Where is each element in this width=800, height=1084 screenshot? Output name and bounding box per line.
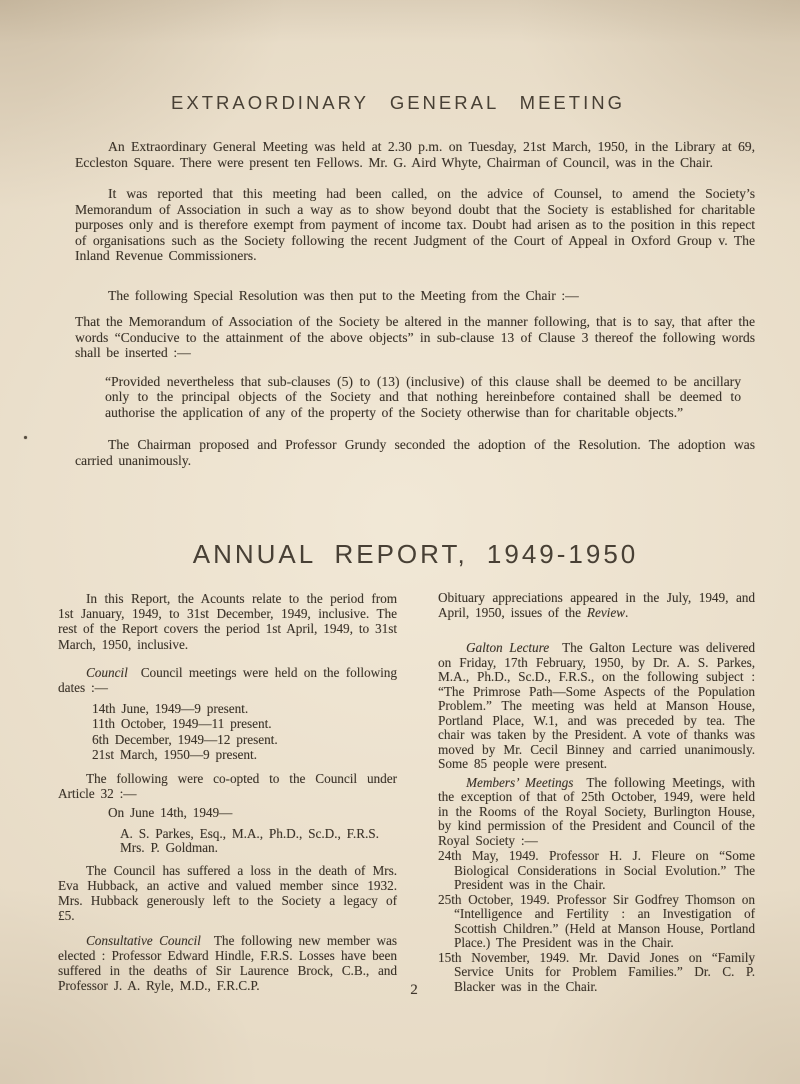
council-date-item: 21st March, 1950—9 present. (92, 746, 257, 762)
meeting-item: 15th November, 1949. Mr. David Jones on “Family Service Units for Problem Families.” Dr. C. P. Blacker was in the Chair. (438, 949, 755, 994)
council-heading: Council (86, 664, 128, 680)
report-intro-paragraph: In this Report, the Acounts relate to the period from 1st January, 1949, to 31st December, 1949, inclusive. The rest of the Report covers the period 1st April, 1949, to 31st March, 1950, inclusive. (58, 591, 397, 652)
egm-quoted-insertion: “Provided nevertheless that sub-clauses (5) to (13) (inclusive) of this clause shall be deemed to be ancillary only to the principal objects of the Society and that nothing hereinbefore contained shall be deemed to authorise the application of any of the property of the Society otherwise than for charitable objects.” (105, 373, 741, 420)
egm-paragraph-purpose: It was reported that this meeting had been called, on the advice of Counsel, to amend the Society’s Memorandum of Association in such a way as to show beyond doubt that the Society is established for charitable purposes only and is therefore exempt from payment of income tax. Doubt had arisen as to the position in this repect of organisations such as the Society following the recent Judgment of the Court of Appeal in Oxford Group v. The Inland Revenue Commissioners. (75, 186, 755, 263)
egm-section-body (75, 139, 755, 468)
ink-speck (24, 436, 27, 439)
members-meetings-text: The following Meetings, with the exception of that of 25th October, 1949, were held in the Rooms of the Royal Society, Burlington House, by kind permission of the President and Council of the Royal Society :— (438, 774, 755, 848)
galton-lecture-text: The Galton Lecture was delivered on Friday, 17th February, 1950, by Dr. A. S. Parkes, M.A., Ph.D., Sc.D., F.R.S., on the following subject : “The Primrose Path—Some Aspects of the Population Problem.” The meeting was held at Manson House, Portland Place, W.1, and was preceded by tea. The chair was taken by the President. A vote of thanks was moved by Mr. Cecil Binney and carried unanimously. Some 85 people were present. (438, 640, 755, 771)
consultative-council-paragraph (58, 933, 397, 994)
coopted-name-item: Mrs. P. Goldman. (120, 840, 218, 856)
galton-lecture-paragraph (438, 641, 755, 772)
consultative-council-heading: Consultative Council (86, 932, 201, 948)
left-column (58, 591, 397, 994)
obituary-paragraph (438, 591, 755, 620)
egm-paragraph-meeting-held: An Extraordinary General Meeting was held at 2.30 p.m. on Tuesday, 21st March, 1950, in the Library at 69, Eccleston Square. There were present ten Fellows. Mr. G. Aird Whyte, Chairman of Council, was in the Chair. (75, 139, 755, 170)
coopted-date-line: On June 14th, 1949— (108, 805, 233, 821)
review-journal-name: Review (586, 604, 625, 620)
obituary-text: Obituary appreciations appeared in the July, 1949, and April, 1950, issues of the (438, 590, 755, 620)
egm-paragraph-resolution-intro: The following Special Resolution was then put to the Meeting from the Chair :— (108, 287, 579, 303)
consultative-council-text: The following new member was elected : Professor Edward Hindle, F.R.S. Losses have been suffered in the deaths of Sir Laurence Brock, C.B., and Professor J. A. Ryle, M.D., F.R.C.P. (58, 932, 397, 994)
council-dates-list (58, 701, 397, 762)
council-date-item: 14th June, 1949—9 present. (92, 701, 249, 717)
egm-section-title: EXTRAORDINARY GENERAL MEETING (171, 92, 625, 113)
page-number: 2 (410, 982, 418, 998)
members-meetings-paragraph (438, 776, 755, 849)
coopted-name-item: A. S. Parkes, Esq., M.A., Ph.D., Sc.D., F.R.S. (120, 825, 379, 841)
members-meetings-heading: Members’ Meetings (466, 774, 574, 790)
meeting-item: 25th October, 1949. Professor Sir Godfrey Thomson on “Intelligence and Fertility : an Investigation of Scottish Children.” (Held at Manson House, Portland Place.) The President was in the Chair. (438, 891, 755, 950)
annual-report-columns (58, 591, 755, 994)
annual-report-title: ANNUAL REPORT, 1949-1950 (192, 539, 639, 569)
council-text: Council meetings were held on the following dates :— (58, 664, 397, 696)
obituary-text-end: . (624, 604, 629, 620)
meeting-item: 24th May, 1949. Professor H. J. Fleure on “Some Biological Considerations in Social Evolution.” The President was in the Chair. (438, 848, 755, 892)
council-paragraph (58, 665, 397, 695)
council-date-item: 6th December, 1949—12 present. (92, 731, 278, 747)
coopted-paragraph: The following were co-opted to the Council under Article 32 :— (58, 771, 397, 802)
right-column (438, 591, 755, 994)
egm-paragraph-adoption: The Chairman proposed and Professor Grundy seconded the adoption of the Resolution. The adoption was carried unanimously. (75, 437, 755, 468)
council-date-item: 11th October, 1949—11 present. (92, 716, 272, 732)
galton-lecture-heading: Galton Lecture (466, 640, 550, 655)
egm-paragraph-resolution-text: That the Memorandum of Association of the Society be altered in the manner following, that is to say, that after the words “Conducive to the attainment of the above objects” in sub-clause 13 of Clause 3 thereof the following words shall be inserted :— (75, 314, 755, 360)
coopted-names-list (58, 827, 397, 856)
hubback-loss-paragraph: The Council has suffered a loss in the death of Mrs. Eva Hubback, an active and valued member since 1932. Mrs. Hubback generously left to the Society a legacy of £5. (58, 862, 397, 924)
